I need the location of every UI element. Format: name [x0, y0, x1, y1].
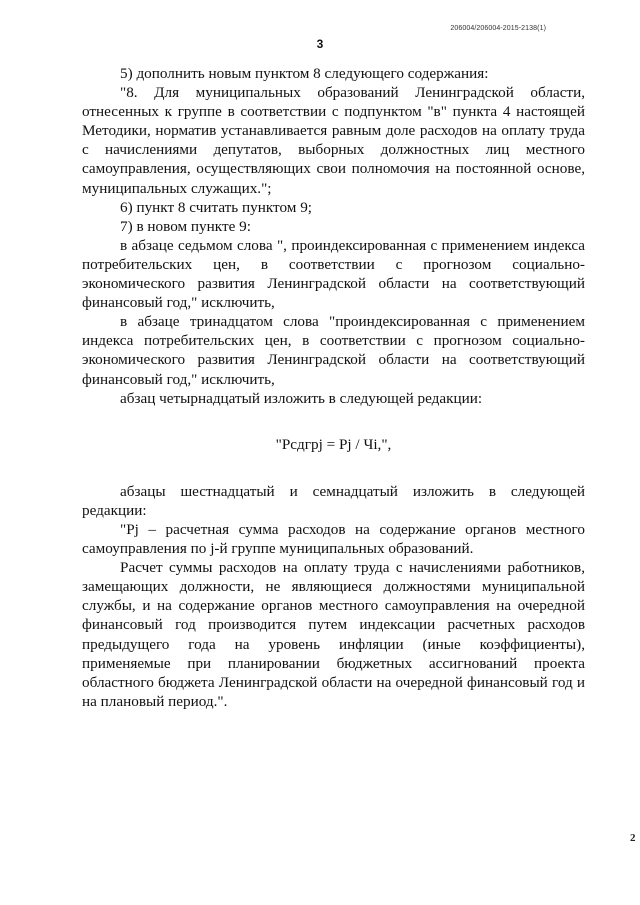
- document-id: 206004/206004-2015-2138(1): [450, 25, 546, 32]
- paragraph-point-8-text: "8. Для муниципальных образований Ленинградской области, отнесенных к группе в соответствии с подпунктом "в" пункта 4 настоящей Методики, норматив устанавливается равным доле расходов на оплату труда с начислениями депутатов, выборных должностных лиц местного самоуправления, осуществляющих свои полномочия на постоянной основе, муниципальных служащих.";: [82, 84, 585, 197]
- paragraph-abzac-7: в абзаце седьмом слова ", проиндексированная с применением индекса потребительских цен, в соответствии с прогнозом социально-экономического развития Ленинградской области на соответствующий финансовый год," исключить,: [82, 236, 585, 312]
- paragraph-item-5: 5) дополнить новым пунктом 8 следующего содержания:: [120, 65, 489, 82]
- page-number: 3: [316, 37, 324, 51]
- paragraph-item-6: 6) пункт 8 считать пунктом 9;: [120, 198, 313, 216]
- paragraph-pj-definition: "Pj – расчетная сумма расходов на содержание органов местного самоуправления по j-й группе муниципальных образований.: [82, 520, 585, 558]
- paragraph-abzac-16-17: абзацы шестнадцатый и семнадцатый изложить в следующей редакции:: [82, 482, 585, 519]
- edge-mark: 2: [630, 832, 636, 844]
- paragraph-abzac-14: абзац четырнадцатый изложить в следующей редакции:: [120, 389, 483, 407]
- paragraph-abzac-13: в абзаце тринадцатом слова "проиндексированная с применением индекса потребительских цен, в соответствии с прогнозом социально-экономического развития Ленинградской области на соответствующий финансовый год," исключить,: [82, 313, 585, 388]
- document-body: [82, 64, 585, 711]
- formula: "Pсдгрj = Pj / Чi,",: [275, 435, 392, 453]
- paragraph-calculation: Расчет суммы расходов на оплату труда с начислениями работников, замещающих должности, не являющиеся должностями муниципальной службы, и на содержание органов местного самоуправления на очередной финансовый год производится путем индексации расчетных расходов предыдущего года на уровень инфляции (иные коэффициенты), применяемые при планировании бюджетных ассигнований проекта областного бюджета Ленинградской области на очередной финансовый год и на плановый период.".: [82, 559, 585, 710]
- paragraph-item-7: 7) в новом пункте 9:: [120, 217, 251, 235]
